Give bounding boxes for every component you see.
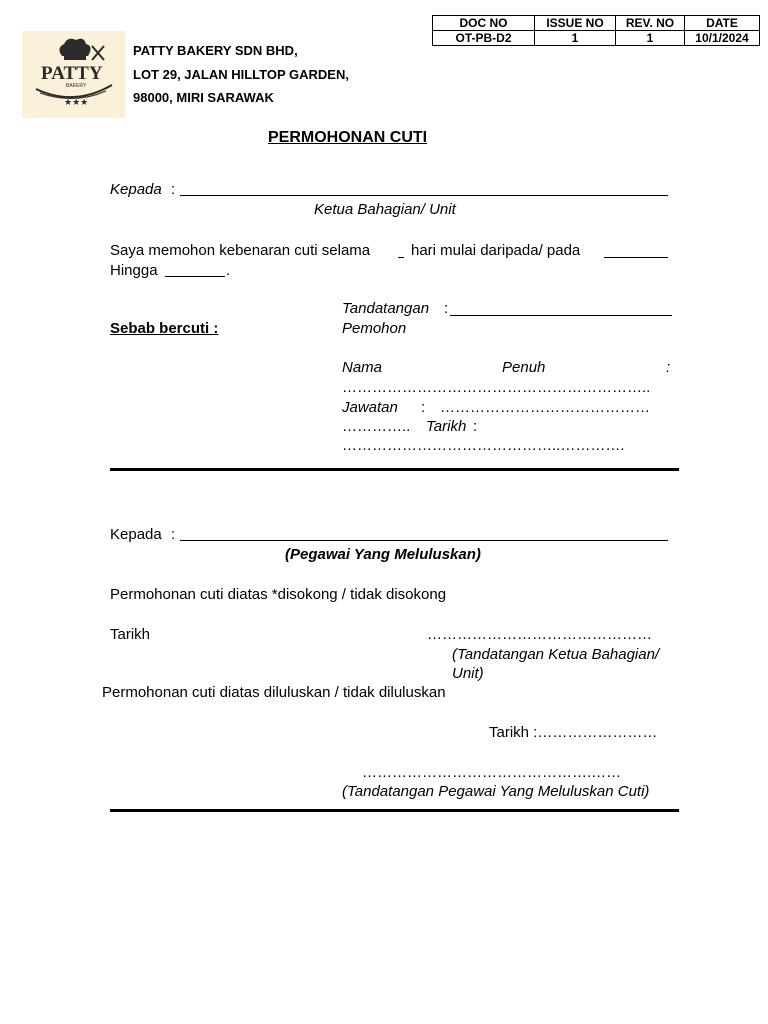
sebab-bercuti-label: Sebab bercuti : [110, 320, 219, 337]
doc-info-value-row [433, 31, 760, 46]
jawatan-dotted-line[interactable]: …………………………………… [440, 399, 650, 416]
kepada-caption-2: (Pegawai Yang Meluluskan) [285, 546, 481, 563]
ketua-sign-caption: (Tandatangan Ketua Bahagian/ [452, 646, 660, 663]
ketua-sign-dotted-line[interactable]: ……………………………………… [427, 626, 652, 643]
nama-colon: : [666, 359, 671, 376]
penuh-label: Penuh [502, 359, 546, 376]
form-title: PERMOHONAN CUTI [268, 129, 428, 146]
support-text: Permohonan cuti diatas *disokong / tidak disokong [110, 586, 447, 603]
doc-info-header-row [433, 16, 760, 31]
tarikh-dotted-line[interactable]: ……………………………………..…………. [342, 437, 625, 454]
logo-sub-text: BAKERY [66, 83, 87, 89]
nama-label: Nama [342, 359, 383, 376]
tarikh-label: Tarikh [426, 418, 467, 435]
end-date-input-line[interactable] [165, 276, 225, 277]
kepada-input-line-2[interactable] [180, 540, 668, 541]
date-header: DATE [685, 16, 760, 31]
pegawai-sign-dotted-line[interactable]: ……………………………………….…… [362, 764, 622, 781]
date-value: 10/1/2024 [685, 31, 760, 46]
kepada-label-2: Kepada [110, 526, 162, 543]
pegawai-sign-caption: (Tandatangan Pegawai Yang Meluluskan Cuti) [342, 783, 650, 800]
rev-no-header: REV. NO [616, 16, 685, 31]
doc-no-value: OT-PB-D2 [433, 31, 535, 46]
rev-no-value: 1 [616, 31, 685, 46]
tarikh-colon: : [473, 418, 478, 435]
tarikh-approval[interactable]: Tarikh :…………………… [489, 724, 658, 741]
start-date-input-line[interactable] [604, 257, 668, 258]
hingga-period: . [226, 262, 231, 279]
tandatangan-label: Tandatangan [342, 300, 430, 317]
company-name: PATTY BAKERY SDN BHD, [133, 43, 298, 58]
kepada-colon: : [171, 181, 176, 198]
svg-text:★★★: ★★★ [64, 98, 89, 108]
request-text-mid: hari mulai daripada/ pada [411, 242, 581, 259]
company-logo [22, 31, 125, 118]
issue-no-value: 1 [535, 31, 616, 46]
logo-graphic [22, 31, 125, 118]
days-input-line[interactable] [398, 257, 404, 258]
jawatan-colon: : [421, 399, 426, 416]
company-address-line1: LOT 29, JALAN HILLTOP GARDEN, [133, 67, 349, 82]
doc-info-table [432, 15, 760, 46]
issue-no-header: ISSUE NO [535, 16, 616, 31]
company-address-line2: 98000, MIRI SARAWAK [133, 90, 274, 105]
request-text: Saya memohon kebenaran cuti selama [110, 242, 371, 259]
nama-dotted-line[interactable]: …………………………………………………….. [342, 379, 651, 396]
hingga-label: Hingga [110, 262, 158, 279]
kepada-caption: Ketua Bahagian/ Unit [314, 201, 456, 218]
pemohon-label: Pemohon [342, 320, 407, 337]
doc-no-header: DOC NO [433, 16, 535, 31]
kepada-colon-2: : [171, 526, 176, 543]
kepada-label: Kepada [110, 181, 162, 198]
tandatangan-colon: : [444, 300, 449, 317]
tandatangan-input-line[interactable] [450, 315, 672, 316]
tarikh-label-2: Tarikh [110, 626, 151, 643]
jawatan-label: Jawatan [342, 399, 398, 416]
jawatan-dotted-line-2[interactable]: ………….. [342, 418, 411, 435]
approve-text: Permohonan cuti diatas diluluskan / tidak diluluskan [102, 684, 446, 701]
logo-brand-text: PATTY [41, 63, 103, 84]
section-divider-1 [110, 468, 679, 471]
kepada-input-line[interactable] [180, 195, 668, 196]
ketua-sign-caption-2: Unit) [452, 665, 484, 682]
section-divider-2 [110, 809, 679, 812]
